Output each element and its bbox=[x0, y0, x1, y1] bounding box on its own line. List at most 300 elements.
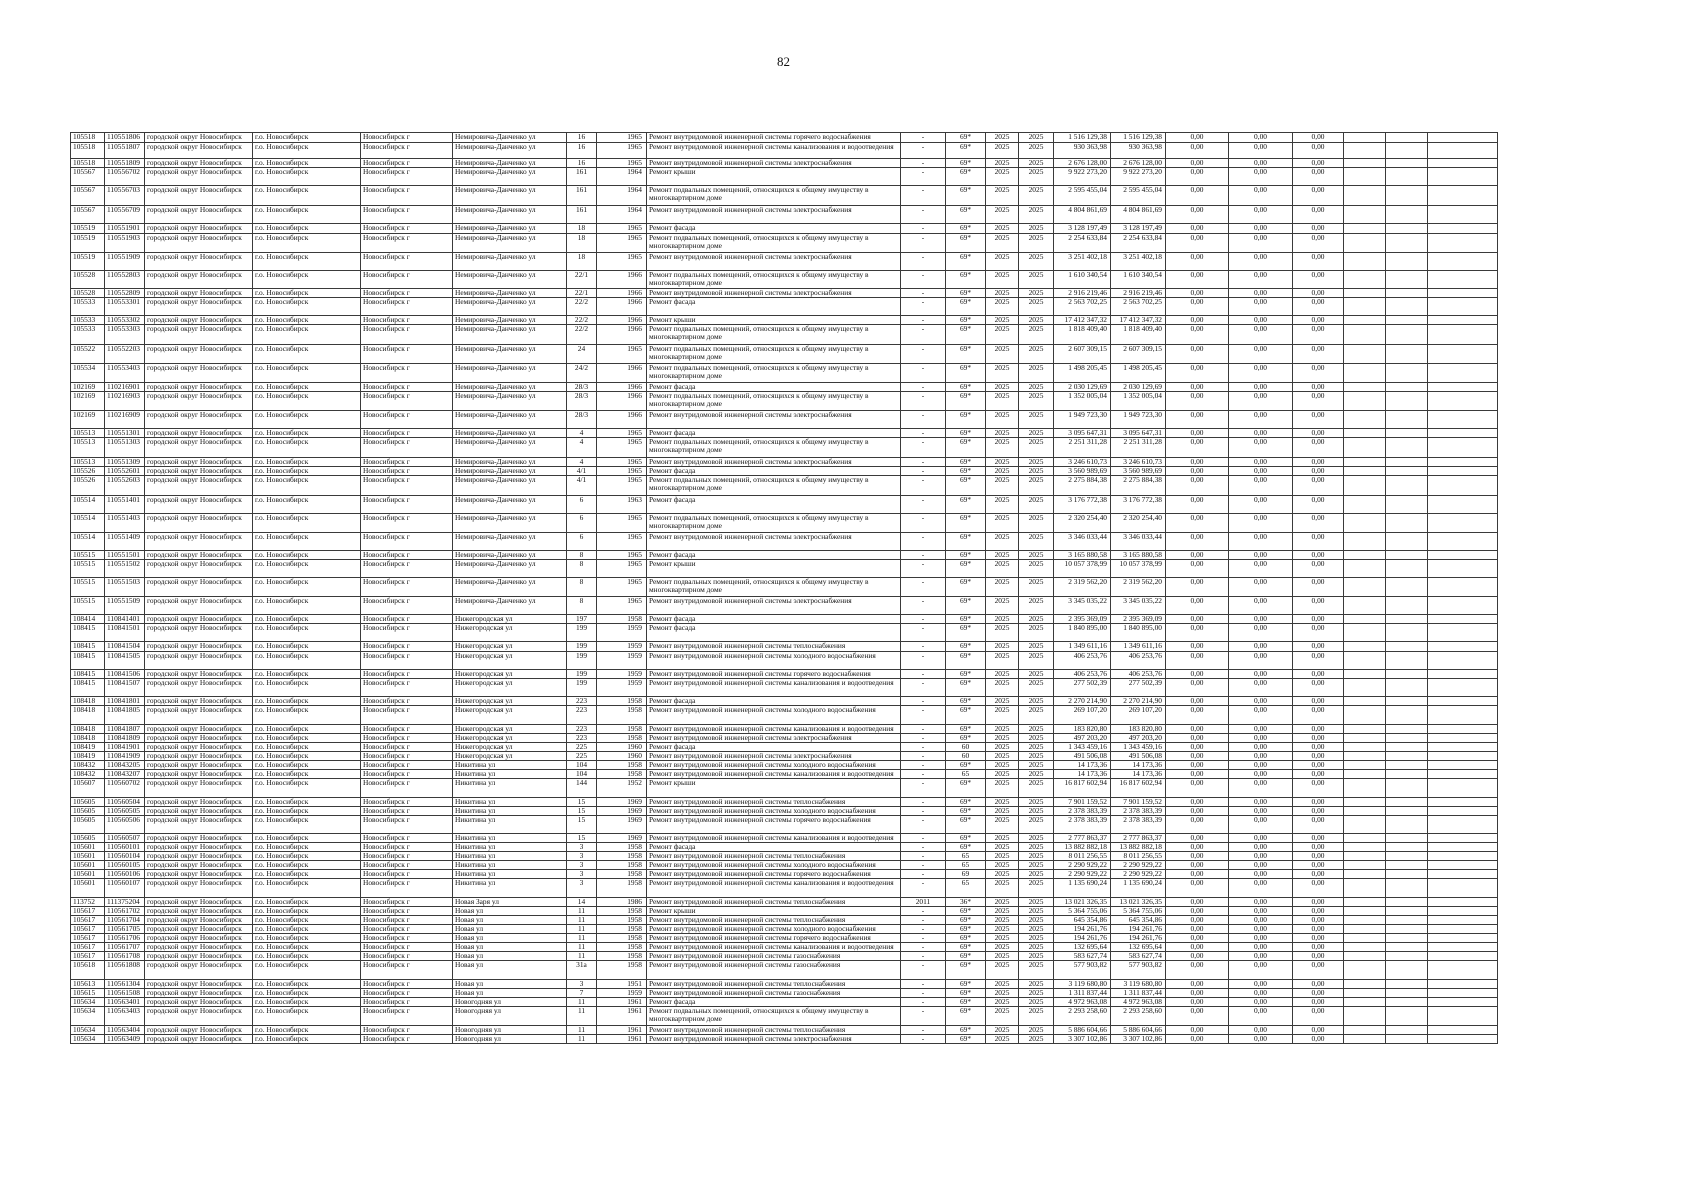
cell-plan-end: 2025 bbox=[1019, 206, 1054, 224]
cell-street: Немировича-Данченко ул bbox=[453, 429, 567, 438]
cell-work-type: Ремонт фасада bbox=[647, 467, 901, 476]
cell-house-number: 3 bbox=[567, 861, 597, 870]
cell-empty bbox=[1428, 697, 1498, 706]
cell-fund-b: 0,00 bbox=[1229, 861, 1293, 870]
cell-wear: 69* bbox=[946, 458, 986, 467]
cell-fund-b: 0,00 bbox=[1229, 898, 1293, 907]
cell-plan-start: 2025 bbox=[986, 770, 1019, 779]
cell-plan-start: 2025 bbox=[986, 224, 1019, 234]
cell-empty bbox=[1344, 578, 1386, 597]
cell-element-code: 110216909 bbox=[105, 411, 145, 429]
cell-cost-total: 645 354,86 bbox=[1111, 916, 1166, 925]
cell-house-number: 6 bbox=[567, 514, 597, 533]
cell-plan-end: 2025 bbox=[1019, 438, 1054, 458]
cell-house-id: 108415 bbox=[71, 670, 105, 679]
cell-house-number: 14 bbox=[567, 898, 597, 907]
cell-cost-total: 4 972 963,08 bbox=[1111, 998, 1166, 1007]
table-row bbox=[71, 224, 1498, 234]
cell-empty bbox=[1428, 798, 1498, 807]
cell-last-repair-year: - bbox=[901, 1007, 946, 1026]
cell-element-code: 110561706 bbox=[105, 934, 145, 943]
cell-fund-b: 0,00 bbox=[1229, 1026, 1293, 1035]
cell-house-id: 105567 bbox=[71, 168, 105, 186]
cell-element-code: 110553301 bbox=[105, 298, 145, 316]
cell-build-year: 1959 bbox=[597, 652, 647, 670]
cell-district: городской округ Новосибирск bbox=[145, 770, 253, 779]
cell-wear: 69* bbox=[946, 383, 986, 392]
cell-plan-end: 2025 bbox=[1019, 514, 1054, 533]
cell-element-code: 110841401 bbox=[105, 615, 145, 624]
cell-fund-c: 0,00 bbox=[1293, 624, 1344, 642]
cell-house-id: 105522 bbox=[71, 345, 105, 364]
cell-build-year: 1966 bbox=[597, 298, 647, 316]
cell-street: Немировича-Данченко ул bbox=[453, 383, 567, 392]
cell-cost-total: 183 820,80 bbox=[1111, 725, 1166, 734]
cell-work-type: Ремонт внутридомовой инженерной системы холодного водоснабжения bbox=[647, 761, 901, 770]
cell-cost: 1 818 409,40 bbox=[1054, 325, 1111, 345]
cell-locality: Новосибирск г bbox=[361, 1026, 453, 1035]
cell-element-code: 110551502 bbox=[105, 560, 145, 578]
cell-empty bbox=[1344, 298, 1386, 316]
cell-empty bbox=[1344, 186, 1386, 206]
cell-empty bbox=[1344, 392, 1386, 411]
cell-municipality: г.о. Новосибирск bbox=[253, 870, 361, 879]
cell-plan-start: 2025 bbox=[986, 458, 1019, 467]
cell-empty bbox=[1344, 624, 1386, 642]
cell-cost: 194 261,76 bbox=[1054, 934, 1111, 943]
cell-fund-a: 0,00 bbox=[1166, 670, 1229, 679]
cell-locality: Новосибирск г bbox=[361, 597, 453, 615]
cell-cost-total: 1 840 895,00 bbox=[1111, 624, 1166, 642]
cell-fund-a: 0,00 bbox=[1166, 989, 1229, 998]
cell-empty bbox=[1344, 551, 1386, 560]
cell-plan-end: 2025 bbox=[1019, 168, 1054, 186]
cell-work-type: Ремонт фасада bbox=[647, 298, 901, 316]
cell-house-number: 199 bbox=[567, 652, 597, 670]
cell-cost: 9 922 273,20 bbox=[1054, 168, 1111, 186]
cell-house-number: 199 bbox=[567, 670, 597, 679]
cell-house-id: 105605 bbox=[71, 816, 105, 834]
cell-build-year: 1965 bbox=[597, 551, 647, 560]
cell-street: Немировича-Данченко ул bbox=[453, 345, 567, 364]
cell-street: Новогодняя ул bbox=[453, 1007, 567, 1026]
cell-fund-b: 0,00 bbox=[1229, 597, 1293, 615]
cell-build-year: 1961 bbox=[597, 1007, 647, 1026]
cell-fund-c: 0,00 bbox=[1293, 916, 1344, 925]
cell-build-year: 1969 bbox=[597, 816, 647, 834]
cell-district: городской округ Новосибирск bbox=[145, 861, 253, 870]
cell-empty bbox=[1344, 907, 1386, 916]
cell-empty bbox=[1386, 980, 1428, 989]
cell-work-type: Ремонт подвальных помещений, относящихся к общему имуществу в многоквартирном доме bbox=[647, 271, 901, 289]
cell-plan-start: 2025 bbox=[986, 725, 1019, 734]
cell-locality: Новосибирск г bbox=[361, 578, 453, 597]
cell-last-repair-year: - bbox=[901, 1035, 946, 1044]
cell-empty bbox=[1428, 224, 1498, 234]
cell-plan-start: 2025 bbox=[986, 551, 1019, 560]
cell-wear: 69* bbox=[946, 980, 986, 989]
cell-plan-end: 2025 bbox=[1019, 186, 1054, 206]
table-row bbox=[71, 289, 1498, 298]
cell-empty bbox=[1344, 325, 1386, 345]
cell-fund-a: 0,00 bbox=[1166, 186, 1229, 206]
cell-locality: Новосибирск г bbox=[361, 298, 453, 316]
cell-plan-end: 2025 bbox=[1019, 624, 1054, 642]
cell-build-year: 1958 bbox=[597, 615, 647, 624]
cell-empty bbox=[1386, 467, 1428, 476]
cell-build-year: 1965 bbox=[597, 533, 647, 551]
cell-street: Нижегородская ул bbox=[453, 615, 567, 624]
cell-empty bbox=[1344, 253, 1386, 271]
cell-empty bbox=[1386, 989, 1428, 998]
cell-wear: 69* bbox=[946, 925, 986, 934]
cell-empty bbox=[1428, 807, 1498, 816]
cell-fund-b: 0,00 bbox=[1229, 624, 1293, 642]
cell-cost: 4 804 861,69 bbox=[1054, 206, 1111, 224]
cell-empty bbox=[1428, 961, 1498, 980]
cell-plan-start: 2025 bbox=[986, 807, 1019, 816]
cell-district: городской округ Новосибирск bbox=[145, 989, 253, 998]
cell-plan-end: 2025 bbox=[1019, 467, 1054, 476]
cell-plan-start: 2025 bbox=[986, 186, 1019, 206]
cell-locality: Новосибирск г bbox=[361, 980, 453, 989]
cell-fund-c: 0,00 bbox=[1293, 761, 1344, 770]
cell-locality: Новосибирск г bbox=[361, 843, 453, 852]
page-number: 82 bbox=[777, 54, 790, 69]
cell-cost: 1 352 005,04 bbox=[1054, 392, 1111, 411]
cell-empty bbox=[1428, 458, 1498, 467]
cell-cost-total: 491 506,08 bbox=[1111, 752, 1166, 761]
table-row bbox=[71, 898, 1498, 907]
cell-house-number: 4 bbox=[567, 458, 597, 467]
cell-empty bbox=[1428, 834, 1498, 843]
cell-fund-c: 0,00 bbox=[1293, 879, 1344, 898]
cell-fund-b: 0,00 bbox=[1229, 1035, 1293, 1044]
cell-build-year: 1969 bbox=[597, 798, 647, 807]
cell-cost-total: 2 293 258,60 bbox=[1111, 1007, 1166, 1026]
cell-empty bbox=[1386, 870, 1428, 879]
cell-build-year: 1958 bbox=[597, 861, 647, 870]
cell-locality: Новосибирск г bbox=[361, 725, 453, 734]
cell-street: Никитина ул bbox=[453, 870, 567, 879]
cell-plan-start: 2025 bbox=[986, 1035, 1019, 1044]
table-row bbox=[71, 514, 1498, 533]
cell-municipality: г.о. Новосибирск bbox=[253, 325, 361, 345]
cell-plan-end: 2025 bbox=[1019, 779, 1054, 798]
table-row bbox=[71, 186, 1498, 206]
cell-element-code: 110560505 bbox=[105, 807, 145, 816]
cell-build-year: 1961 bbox=[597, 998, 647, 1007]
cell-fund-a: 0,00 bbox=[1166, 843, 1229, 852]
cell-last-repair-year: - bbox=[901, 615, 946, 624]
cell-house-number: 18 bbox=[567, 234, 597, 253]
cell-work-type: Ремонт внутридомовой инженерной системы горячего водоснабжения bbox=[647, 816, 901, 834]
cell-fund-c: 0,00 bbox=[1293, 476, 1344, 496]
cell-cost: 4 972 963,08 bbox=[1054, 998, 1111, 1007]
table-row bbox=[71, 743, 1498, 752]
cell-locality: Новосибирск г bbox=[361, 734, 453, 743]
cell-fund-c: 0,00 bbox=[1293, 734, 1344, 743]
table-row bbox=[71, 458, 1498, 467]
cell-municipality: г.о. Новосибирск bbox=[253, 133, 361, 143]
cell-wear: 69* bbox=[946, 345, 986, 364]
cell-last-repair-year: - bbox=[901, 734, 946, 743]
cell-work-type: Ремонт фасада bbox=[647, 383, 901, 392]
cell-last-repair-year: - bbox=[901, 834, 946, 843]
cell-fund-a: 0,00 bbox=[1166, 943, 1229, 952]
cell-cost: 5 364 755,06 bbox=[1054, 907, 1111, 916]
cell-element-code: 110551301 bbox=[105, 429, 145, 438]
cell-district: городской округ Новосибирск bbox=[145, 642, 253, 652]
cell-fund-b: 0,00 bbox=[1229, 670, 1293, 679]
cell-empty bbox=[1428, 1035, 1498, 1044]
cell-fund-c: 0,00 bbox=[1293, 143, 1344, 159]
cell-house-number: 8 bbox=[567, 560, 597, 578]
table-row bbox=[71, 961, 1498, 980]
cell-house-id: 105617 bbox=[71, 907, 105, 916]
cell-empty bbox=[1344, 496, 1386, 514]
cell-fund-c: 0,00 bbox=[1293, 325, 1344, 345]
cell-cost: 2 676 128,00 bbox=[1054, 159, 1111, 168]
cell-street: Немировича-Данченко ул bbox=[453, 551, 567, 560]
cell-locality: Новосибирск г bbox=[361, 560, 453, 578]
cell-fund-a: 0,00 bbox=[1166, 438, 1229, 458]
cell-plan-start: 2025 bbox=[986, 816, 1019, 834]
cell-house-number: 8 bbox=[567, 578, 597, 597]
capital-repair-table bbox=[70, 132, 1498, 1044]
cell-cost-total: 406 253,76 bbox=[1111, 670, 1166, 679]
cell-plan-end: 2025 bbox=[1019, 989, 1054, 998]
cell-empty bbox=[1428, 551, 1498, 560]
cell-cost: 194 261,76 bbox=[1054, 925, 1111, 934]
cell-empty bbox=[1344, 916, 1386, 925]
cell-empty bbox=[1428, 578, 1498, 597]
cell-wear: 69 bbox=[946, 870, 986, 879]
cell-fund-a: 0,00 bbox=[1166, 392, 1229, 411]
cell-plan-start: 2025 bbox=[986, 861, 1019, 870]
table-row bbox=[71, 298, 1498, 316]
cell-fund-c: 0,00 bbox=[1293, 438, 1344, 458]
cell-street: Никитина ул bbox=[453, 779, 567, 798]
cell-empty bbox=[1428, 652, 1498, 670]
cell-empty bbox=[1344, 316, 1386, 325]
cell-plan-end: 2025 bbox=[1019, 834, 1054, 843]
cell-plan-end: 2025 bbox=[1019, 325, 1054, 345]
cell-street: Никитина ул bbox=[453, 879, 567, 898]
table-row bbox=[71, 734, 1498, 743]
cell-build-year: 1958 bbox=[597, 907, 647, 916]
cell-cost-total: 3 095 647,31 bbox=[1111, 429, 1166, 438]
cell-empty bbox=[1428, 289, 1498, 298]
cell-build-year: 1965 bbox=[597, 234, 647, 253]
cell-cost-total: 3 128 197,49 bbox=[1111, 224, 1166, 234]
cell-empty bbox=[1386, 879, 1428, 898]
cell-street: Немировича-Данченко ул bbox=[453, 159, 567, 168]
cell-cost-total: 2 254 633,84 bbox=[1111, 234, 1166, 253]
cell-fund-b: 0,00 bbox=[1229, 411, 1293, 429]
cell-locality: Новосибирск г bbox=[361, 934, 453, 943]
cell-work-type: Ремонт подвальных помещений, относящихся к общему имуществу в многоквартирном доме bbox=[647, 364, 901, 383]
cell-fund-b: 0,00 bbox=[1229, 998, 1293, 1007]
cell-plan-end: 2025 bbox=[1019, 143, 1054, 159]
cell-empty bbox=[1386, 961, 1428, 980]
cell-street: Немировича-Данченко ул bbox=[453, 206, 567, 224]
cell-empty bbox=[1386, 1035, 1428, 1044]
cell-street: Никитина ул bbox=[453, 770, 567, 779]
cell-empty bbox=[1386, 734, 1428, 743]
cell-fund-a: 0,00 bbox=[1166, 476, 1229, 496]
cell-wear: 36* bbox=[946, 898, 986, 907]
cell-empty bbox=[1344, 925, 1386, 934]
cell-work-type: Ремонт подвальных помещений, относящихся к общему имуществу в многоквартирном доме bbox=[647, 186, 901, 206]
cell-fund-a: 0,00 bbox=[1166, 807, 1229, 816]
cell-house-number: 18 bbox=[567, 224, 597, 234]
cell-wear: 69* bbox=[946, 816, 986, 834]
cell-work-type: Ремонт внутридомовой инженерной системы теплоснабжения bbox=[647, 916, 901, 925]
cell-plan-end: 2025 bbox=[1019, 289, 1054, 298]
cell-cost-total: 2 595 455,04 bbox=[1111, 186, 1166, 206]
cell-empty bbox=[1386, 615, 1428, 624]
cell-house-id: 105617 bbox=[71, 943, 105, 952]
cell-wear: 69* bbox=[946, 697, 986, 706]
cell-fund-a: 0,00 bbox=[1166, 980, 1229, 989]
cell-street: Нижегородская ул bbox=[453, 743, 567, 752]
cell-last-repair-year: - bbox=[901, 224, 946, 234]
cell-fund-c: 0,00 bbox=[1293, 798, 1344, 807]
cell-wear: 69* bbox=[946, 234, 986, 253]
cell-district: городской округ Новосибирск bbox=[145, 234, 253, 253]
cell-fund-c: 0,00 bbox=[1293, 725, 1344, 734]
cell-locality: Новосибирск г bbox=[361, 852, 453, 861]
cell-empty bbox=[1386, 907, 1428, 916]
cell-locality: Новосибирск г bbox=[361, 224, 453, 234]
table-row bbox=[71, 752, 1498, 761]
table-row bbox=[71, 670, 1498, 679]
cell-plan-end: 2025 bbox=[1019, 411, 1054, 429]
cell-street: Немировича-Данченко ул bbox=[453, 143, 567, 159]
cell-build-year: 1960 bbox=[597, 752, 647, 761]
cell-municipality: г.о. Новосибирск bbox=[253, 807, 361, 816]
cell-empty bbox=[1386, 743, 1428, 752]
cell-cost: 1 498 205,45 bbox=[1054, 364, 1111, 383]
cell-work-type: Ремонт внутридомовой инженерной системы горячего водоснабжения bbox=[647, 934, 901, 943]
cell-district: городской округ Новосибирск bbox=[145, 870, 253, 879]
cell-cost: 14 173,36 bbox=[1054, 770, 1111, 779]
cell-last-repair-year: - bbox=[901, 168, 946, 186]
cell-empty bbox=[1428, 364, 1498, 383]
cell-fund-b: 0,00 bbox=[1229, 843, 1293, 852]
cell-last-repair-year: - bbox=[901, 642, 946, 652]
cell-empty bbox=[1386, 998, 1428, 1007]
cell-house-id: 108418 bbox=[71, 697, 105, 706]
cell-work-type: Ремонт подвальных помещений, относящихся к общему имуществу в многоквартирном доме bbox=[647, 234, 901, 253]
cell-empty bbox=[1428, 345, 1498, 364]
cell-element-code: 110563409 bbox=[105, 1035, 145, 1044]
table-row bbox=[71, 159, 1498, 168]
cell-house-id: 105617 bbox=[71, 952, 105, 961]
cell-fund-a: 0,00 bbox=[1166, 697, 1229, 706]
cell-work-type: Ремонт внутридомовой инженерной системы горячего водоснабжения bbox=[647, 670, 901, 679]
cell-street: Никитина ул bbox=[453, 861, 567, 870]
cell-house-number: 28/3 bbox=[567, 383, 597, 392]
cell-cost: 14 173,36 bbox=[1054, 761, 1111, 770]
cell-house-number: 11 bbox=[567, 1026, 597, 1035]
cell-cost-total: 930 363,98 bbox=[1111, 143, 1166, 159]
cell-build-year: 1966 bbox=[597, 383, 647, 392]
cell-empty bbox=[1344, 206, 1386, 224]
cell-locality: Новосибирск г bbox=[361, 697, 453, 706]
cell-house-number: 104 bbox=[567, 770, 597, 779]
cell-empty bbox=[1386, 429, 1428, 438]
cell-empty bbox=[1428, 934, 1498, 943]
cell-empty bbox=[1386, 652, 1428, 670]
cell-last-repair-year: - bbox=[901, 429, 946, 438]
cell-fund-a: 0,00 bbox=[1166, 325, 1229, 345]
cell-fund-a: 0,00 bbox=[1166, 861, 1229, 870]
cell-cost-total: 8 011 256,55 bbox=[1111, 852, 1166, 861]
cell-fund-b: 0,00 bbox=[1229, 476, 1293, 496]
cell-empty bbox=[1344, 989, 1386, 998]
cell-cost: 2 293 258,60 bbox=[1054, 1007, 1111, 1026]
table-row bbox=[71, 560, 1498, 578]
cell-street: Новая ул bbox=[453, 934, 567, 943]
cell-district: городской округ Новосибирск bbox=[145, 743, 253, 752]
cell-build-year: 1958 bbox=[597, 925, 647, 934]
cell-build-year: 1965 bbox=[597, 476, 647, 496]
cell-build-year: 1965 bbox=[597, 133, 647, 143]
cell-empty bbox=[1428, 143, 1498, 159]
cell-wear: 65 bbox=[946, 852, 986, 861]
cell-empty bbox=[1428, 159, 1498, 168]
cell-empty bbox=[1428, 597, 1498, 615]
cell-fund-a: 0,00 bbox=[1166, 159, 1229, 168]
cell-locality: Новосибирск г bbox=[361, 1007, 453, 1026]
cell-municipality: г.о. Новосибирск bbox=[253, 224, 361, 234]
cell-district: городской округ Новосибирск bbox=[145, 345, 253, 364]
cell-cost-total: 16 817 602,94 bbox=[1111, 779, 1166, 798]
cell-empty bbox=[1428, 615, 1498, 624]
cell-element-code: 110216901 bbox=[105, 383, 145, 392]
cell-plan-end: 2025 bbox=[1019, 159, 1054, 168]
cell-plan-end: 2025 bbox=[1019, 476, 1054, 496]
cell-empty bbox=[1386, 861, 1428, 870]
cell-plan-start: 2025 bbox=[986, 271, 1019, 289]
cell-element-code: 110560104 bbox=[105, 852, 145, 861]
cell-wear: 69* bbox=[946, 679, 986, 697]
cell-wear: 69* bbox=[946, 624, 986, 642]
cell-district: городской округ Новосибирск bbox=[145, 980, 253, 989]
cell-last-repair-year: - bbox=[901, 159, 946, 168]
cell-element-code: 111375204 bbox=[105, 898, 145, 907]
table-row bbox=[71, 1035, 1498, 1044]
cell-fund-a: 0,00 bbox=[1166, 734, 1229, 743]
cell-wear: 69* bbox=[946, 834, 986, 843]
cell-empty bbox=[1386, 551, 1428, 560]
cell-cost-total: 1 352 005,04 bbox=[1111, 392, 1166, 411]
cell-plan-end: 2025 bbox=[1019, 879, 1054, 898]
cell-district: городской округ Новосибирск bbox=[145, 458, 253, 467]
cell-element-code: 110551903 bbox=[105, 234, 145, 253]
cell-cost-total: 2 320 254,40 bbox=[1111, 514, 1166, 533]
cell-cost: 3 128 197,49 bbox=[1054, 224, 1111, 234]
cell-empty bbox=[1344, 852, 1386, 861]
cell-house-number: 4 bbox=[567, 429, 597, 438]
cell-street: Новая ул bbox=[453, 943, 567, 952]
cell-last-repair-year: - bbox=[901, 652, 946, 670]
cell-wear: 69* bbox=[946, 298, 986, 316]
cell-element-code: 110551501 bbox=[105, 551, 145, 560]
cell-locality: Новосибирск г bbox=[361, 907, 453, 916]
